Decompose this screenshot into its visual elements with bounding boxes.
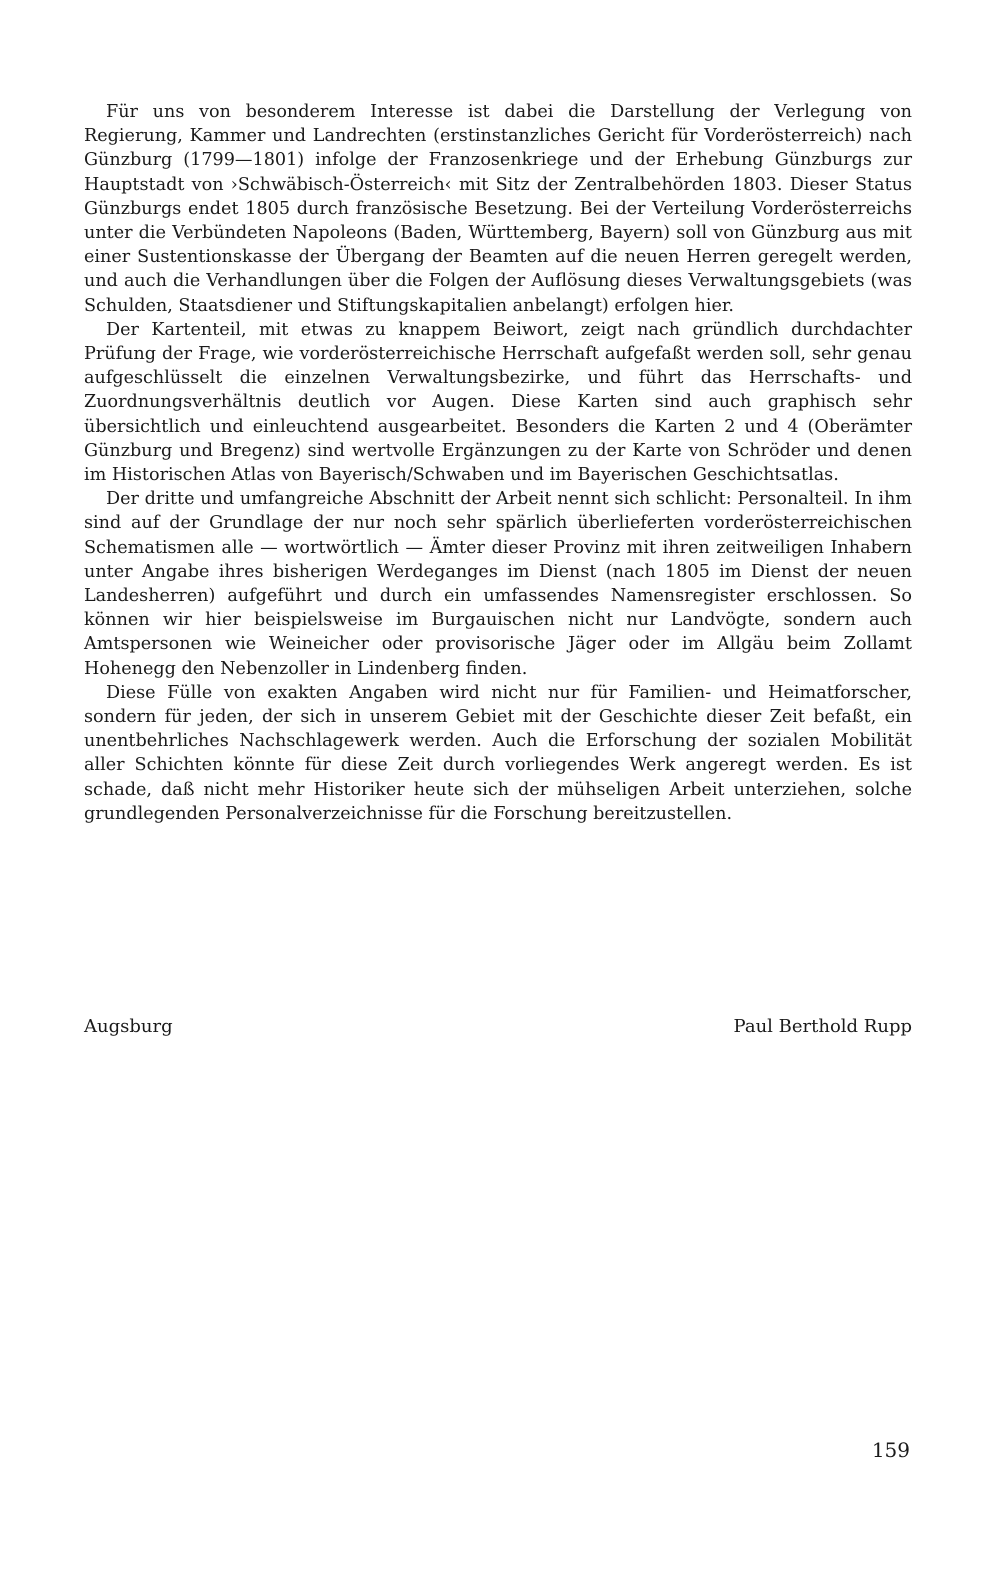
- author-name: Paul Berthold Rupp: [733, 1016, 912, 1037]
- paragraph-verlegung: Für uns von besonderem Interesse ist dabei die Darstellung der Verlegung von Regierung, Kammer und Landrechten (erstinstanzliches Gericht für Vorderösterreich) nach Günzburg (1799—1801) infolge der Franzosenkriege und der Erhebung Günzburgs zur Hauptstadt von ›Schwäbisch-Österreich‹ mit Sitz der Zentralbehörden 1803. Dieser Status Günzburgs endet 1805 durch französische Besetzung. Bei der Verteilung Vorderösterreichs unter die Verbündeten Napoleons (Baden, Württemberg, Bayern) soll von Günzburg aus mit einer Sustentionskasse der Übergang der Beamten auf die neuen Herren geregelt werden, und auch die Verhandlungen über die Folgen der Auflösung dieses Verwaltungsgebiets (was Schulden, Staatsdiener und Stiftungskapitalien anbelangt) erfolgen hier.: [84, 102, 912, 316]
- page-number: 159: [871, 1438, 910, 1462]
- paragraph-kartenteil: Der Kartenteil, mit etwas zu knappem Beiwort, zeigt nach gründlich durchdachter Prüfung der Frage, wie vorderösterreichische Herrschaft aufgefaßt werden soll, sehr genau aufgeschlüsselt die einzelnen Verwaltungsbezirke, und führt das Herrschafts- und Zuordnungsverhältnis deutlich vor Augen. Diese Karten sind auch graphisch sehr übersichtlich und einleuchtend ausgearbeitet. Besonders die Karten 2 und 4 (Oberämter Günzburg und Bregenz) sind wertvolle Ergänzungen zu der Karte von Schröder und denen im Historischen Atlas von Bayerisch/Schwaben und im Bayerischen Geschichtsatlas.: [84, 319, 912, 486]
- signature-line: [84, 1014, 912, 1040]
- paragraph-personalteil: Der dritte und umfangreiche Abschnitt der Arbeit nennt sich schlicht: Personalteil. In ihm sind auf der Grundlage der nur noch sehr spärlich überlieferten vorderösterreichischen Schematismen alle — wortwörtlich — Ämter dieser Provinz mit ihren zeitweiligen Inhabern unter Angabe ihres bisherigen Werdeganges im Dienst (nach 1805 im Dienst der neuen Landesherren) aufgeführt und durch ein umfassendes Namensregister erschlossen. So können wir hier beispielsweise im Burgauischen nicht nur Landvögte, sondern auch Amtspersonen wie Weineicher oder provisorische Jäger oder im Allgäu beim Zollamt Hohenegg den Nebenzoller in Lindenberg finden.: [84, 489, 912, 679]
- paragraph-fazit: Diese Fülle von exakten Angaben wird nicht nur für Familien- und Heimatforscher, sondern für jeden, der sich in unserem Gebiet mit der Geschichte dieser Zeit befaßt, ein unentbehrliches Nachschlagewerk werden. Auch die Erforschung der sozialen Mobilität aller Schichten könnte für diese Zeit durch vorliegendes Werk angeregt werden. Es ist schade, daß nicht mehr Historiker heute sich der mühseligen Arbeit unterziehen, solche grundlegenden Personalverzeichnisse für die Forschung bereitzustellen.: [84, 682, 912, 824]
- review-text-block: [84, 100, 912, 826]
- place-name: Augsburg: [84, 1016, 173, 1037]
